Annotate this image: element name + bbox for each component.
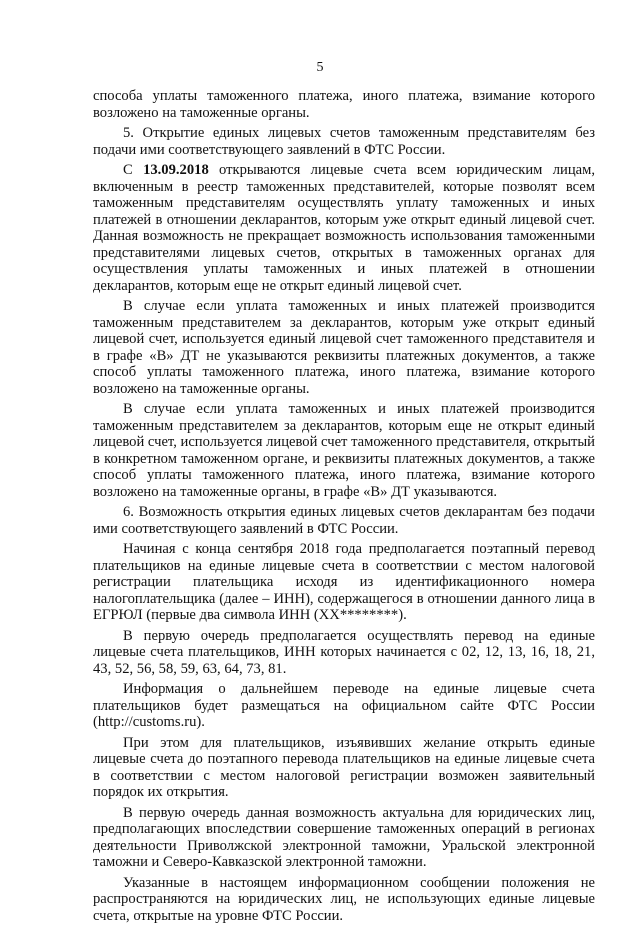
paragraph-regions: В первую очередь данная возможность актуальна для юридических лиц, предполагающих впоследствии совершение таможенных операций в регионах деятельности Приволжской электронной таможни, Уральской электронной таможни и Северо-Кавказской электронной таможни. (93, 804, 595, 870)
paragraph-opened-account: В случае если уплата таможенных и иных платежей производится таможенным представителем за декларантов, которым уже открыт единый лицевой счет, используется единый лицевой счет таможенного представителя и в графе «В» ДТ не указываются реквизиты платежных документов, а также способ уплаты таможенного платежа, иного платежа, взимание которого возложено на таможенные органы. (93, 298, 595, 397)
page-number: 5 (316, 60, 324, 75)
paragraph-exclusions: Указанные в настоящем информационном сообщении положения не распространяются на юридических лиц, не использующих единые лицевые счета, открытые на уровне ФТС России. (93, 874, 595, 924)
section-5-heading: 5. Открытие единых лицевых счетов таможенным представителям без подачи ими соответствующего заявлений в ФТС России. (93, 125, 595, 158)
date-highlight: 13.09.2018 (143, 162, 209, 178)
document-body (93, 88, 595, 928)
paragraph-application-order: При этом для плательщиков, изъявивших желание открыть единые лицевые счета до поэтапного перевода плательщиков на единые лицевые счета в соответствии с местом налоговой регистрации возможен заявительный порядок их открытия. (93, 734, 595, 800)
paragraph-info-website: Информация о дальнейшем переводе на единые лицевые счета плательщиков будет размещаться на официальном сайте ФТС России (http://customs.ru). (93, 681, 595, 730)
paragraph-not-opened-account: В случае если уплата таможенных и иных платежей производится таможенным представителем за декларантов, которым еще не открыт единый лицевой счет, используется лицевой счет таможенного представителя, открытый в конкретном таможенном органе, и реквизиты платежных документов, а также способ уплаты таможенного платежа, иного платежа, взимание которого возложено на таможенные органы, в графе «В» ДТ указываются. (93, 401, 595, 500)
paragraph-continuation: способа уплаты таможенного платежа, иного платежа, взимание которого возложено на таможенные органы. (93, 88, 595, 121)
paragraph-first-priority-inn: В первую очередь предполагается осуществлять перевод на единые лицевые счета плательщиков, ИНН которых начинается с 02, 12, 13, 16, 18, 21, 43, 52, 56, 58, 59, 63, 64, 73, 81. (93, 627, 595, 677)
section-6-heading: 6. Возможность открытия единых лицевых счетов декларантам без подачи ими соответствующего заявлений в ФТС России. (93, 504, 595, 537)
paragraph-prefix: С (123, 162, 144, 178)
paragraph-transfer-plan: Начиная с конца сентября 2018 года предполагается поэтапный перевод плательщиков на единые лицевые счета в соответствии с местом налоговой регистрации плательщика исходя из идентификационного номера налогоплательщика (далее – ИНН), содержащегося в отношении данного лица в ЕГРЮЛ (первые два символа ИНН (XX********). (93, 541, 595, 623)
paragraph-text: открываются лицевые счета всем юридическим лицам, включенным в реестр таможенных представителей, которые позволят всем таможенным представителям осуществлять уплату таможенных и иных платежей в отношении декларантов, которым уже открыт единый лицевой счет. Данная возможность не прекращает возможность использования таможенными представителями лицевых счетов, открытых в таможенных органах для осуществления уплаты таможенных и иных платежей в отношении декларантов, которым еще не открыт единый лицевой счет. (93, 162, 595, 294)
paragraph-open-date (93, 162, 595, 294)
